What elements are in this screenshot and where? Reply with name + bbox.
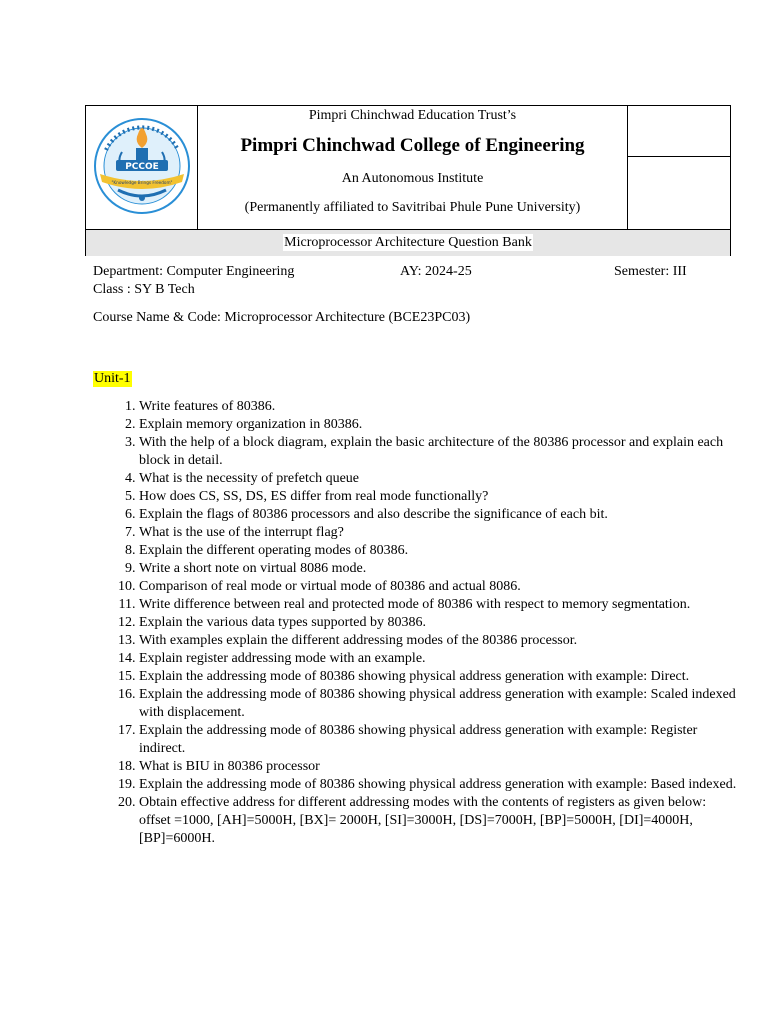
question-item: 4. What is the necessity of prefetch queue [139, 470, 739, 488]
header-table [85, 105, 731, 256]
question-item: 17. Explain the addressing mode of 80386 showing physical address generation with example: Register indirect. [139, 722, 739, 758]
question-item: 5. How does CS, SS, DS, ES differ from real mode functionally? [139, 488, 739, 506]
question-item: 3. With the help of a block diagram, explain the basic architecture of the 80386 processor and explain each block in detail. [139, 434, 739, 470]
unit-heading: Unit-1 [94, 371, 131, 386]
college-name: Pimpri Chinchwad College of Engineering [240, 135, 585, 156]
question-item: 20. Obtain effective address for different addressing modes with the contents of registers as given below: offset =1000, [AH]=5000H, [BX]= 2000H, [SI]=3000H, [DS]=7000H, [BP]=5000H, [DI]=4000H, [BP]=6000H. [139, 794, 739, 848]
class-label: Class : SY B Tech [93, 282, 195, 297]
college-logo-icon [86, 106, 196, 226]
logo-cell [86, 106, 198, 229]
semester: Semester: III [614, 264, 687, 279]
question-item: 12. Explain the various data types supported by 80386. [139, 614, 739, 632]
academic-year: AY: 2024-25 [400, 264, 472, 279]
empty-cell-bottom [627, 157, 731, 229]
empty-cell-top [627, 106, 731, 157]
affiliation-label: (Permanently affiliated to Savitribai Phule Pune University) [244, 200, 581, 215]
department: Department: Computer Engineering [93, 264, 295, 279]
question-item: 14. Explain register addressing mode with an example. [139, 650, 739, 668]
trust-name: Pimpri Chinchwad Education Trust’s [308, 108, 517, 123]
question-item: 11. Write difference between real and protected mode of 80386 with respect to memory segmentation. [139, 596, 739, 614]
question-item: 2. Explain memory organization in 80386. [139, 416, 739, 434]
question-list [93, 398, 739, 848]
doc-title: Microprocessor Architecture Question Bank [284, 235, 532, 250]
question-item: 7. What is the use of the interrupt flag? [139, 524, 739, 542]
question-item: 16. Explain the addressing mode of 80386 showing physical address generation with example: Scaled indexed with displacement. [139, 686, 739, 722]
question-item: 13. With examples explain the different addressing modes of the 80386 processor. [139, 632, 739, 650]
question-item: 10. Comparison of real mode or virtual mode of 80386 and actual 8086. [139, 578, 739, 596]
question-item: 15. Explain the addressing mode of 80386 showing physical address generation with example: Direct. [139, 668, 739, 686]
logo-motto: "Knowledge Brings Freedom" [111, 180, 173, 185]
question-item: 19. Explain the addressing mode of 80386 showing physical address generation with example: Based indexed. [139, 776, 739, 794]
autonomous-label: An Autonomous Institute [341, 171, 484, 186]
course-name-code: Course Name & Code: Microprocessor Architecture (BCE23PC03) [93, 310, 471, 325]
question-item: 6. Explain the flags of 80386 processors and also describe the significance of each bit. [139, 506, 739, 524]
question-item: 18. What is BIU in 80386 processor [139, 758, 739, 776]
question-item: 8. Explain the different operating modes of 80386. [139, 542, 739, 560]
question-item: 1. Write features of 80386. [139, 398, 739, 416]
question-item: 9. Write a short note on virtual 8086 mode. [139, 560, 739, 578]
doc-title-row [86, 229, 730, 256]
logo-text: PCCOE [125, 162, 159, 172]
